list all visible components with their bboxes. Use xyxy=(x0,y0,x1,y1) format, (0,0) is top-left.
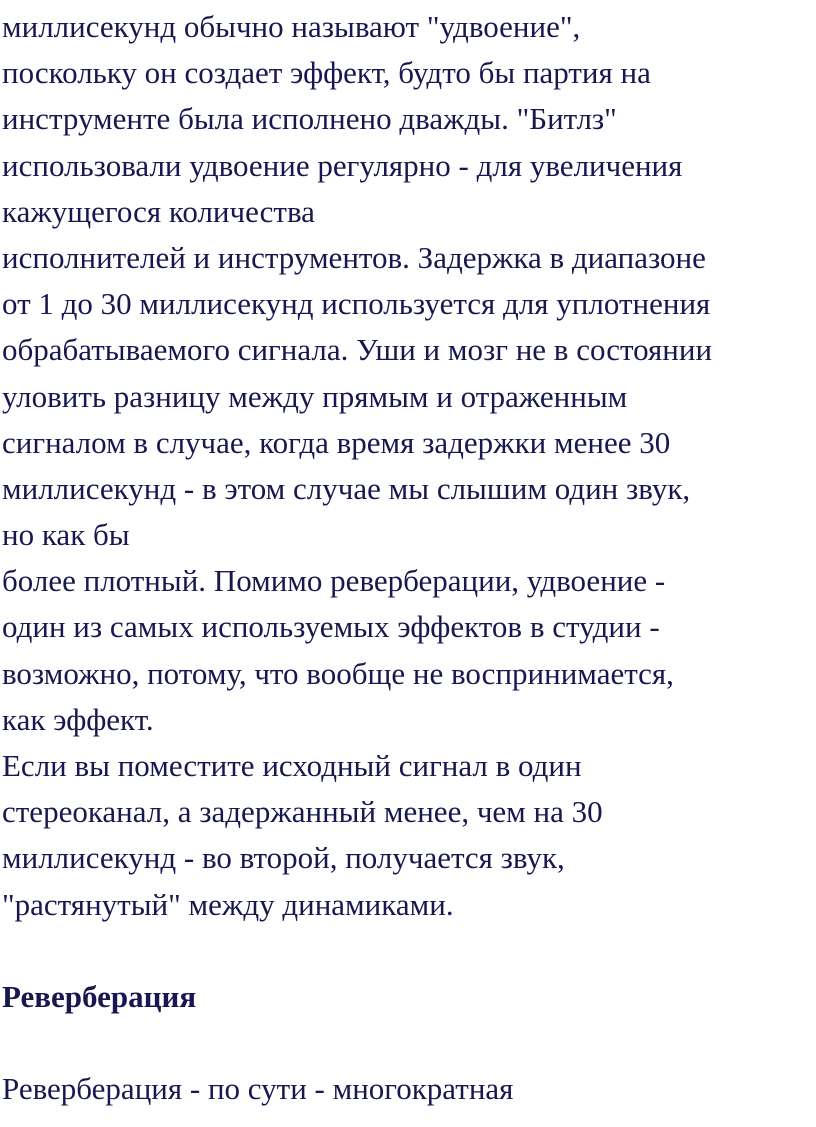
text-line: возможно, потому, что вообще не воспринимается, xyxy=(2,655,674,691)
text-line: Если вы поместите исходный сигнал в один xyxy=(2,748,582,783)
text-line: от 1 до 30 миллисекунд используется для уплотнения xyxy=(2,286,711,322)
text-line: поскольку он создает эффект, будто бы партия на xyxy=(2,55,651,91)
text-line: "растянутый" между динамиками. xyxy=(2,886,454,922)
section-heading: Реверберация xyxy=(2,978,197,1014)
document-page xyxy=(2,0,814,1113)
paragraph-spacer xyxy=(2,1020,814,1066)
body-paragraph xyxy=(2,1066,814,1112)
body-paragraph xyxy=(2,4,814,928)
text-line: кажущегося количества xyxy=(2,193,315,229)
text-line: обрабатываемого сигнала. Уши и мозг не в состоянии xyxy=(2,332,713,368)
text-line: Реверберация - по сути - многократная xyxy=(2,1071,514,1107)
text-line: исполнителей и инструментов. Задержка в диапазоне xyxy=(2,239,706,275)
text-line: миллисекунд обычно называют "удвоение", xyxy=(2,9,581,44)
text-line: миллисекунд - в этом случае мы слышим один звук, xyxy=(2,470,691,506)
text-line: более плотный. Помимо реверберации, удвоение - xyxy=(2,563,666,599)
text-line: один из самых используемых эффектов в студии - xyxy=(2,609,660,645)
paragraph-spacer xyxy=(2,928,814,974)
text-line: инструменте была исполнено дважды. "Битлз" xyxy=(2,101,617,137)
text-line: как эффект. xyxy=(2,701,154,737)
text-line: миллисекунд - во второй, получается звук, xyxy=(2,840,565,876)
text-line: использовали удвоение регулярно - для увеличения xyxy=(2,147,683,183)
text-line: сигналом в случае, когда время задержки менее 30 xyxy=(2,424,671,460)
text-line: уловить разницу между прямым и отраженным xyxy=(2,378,628,414)
text-line: но как бы xyxy=(2,517,130,553)
text-line: стереоканал, а задержанный менее, чем на 30 xyxy=(2,794,603,830)
